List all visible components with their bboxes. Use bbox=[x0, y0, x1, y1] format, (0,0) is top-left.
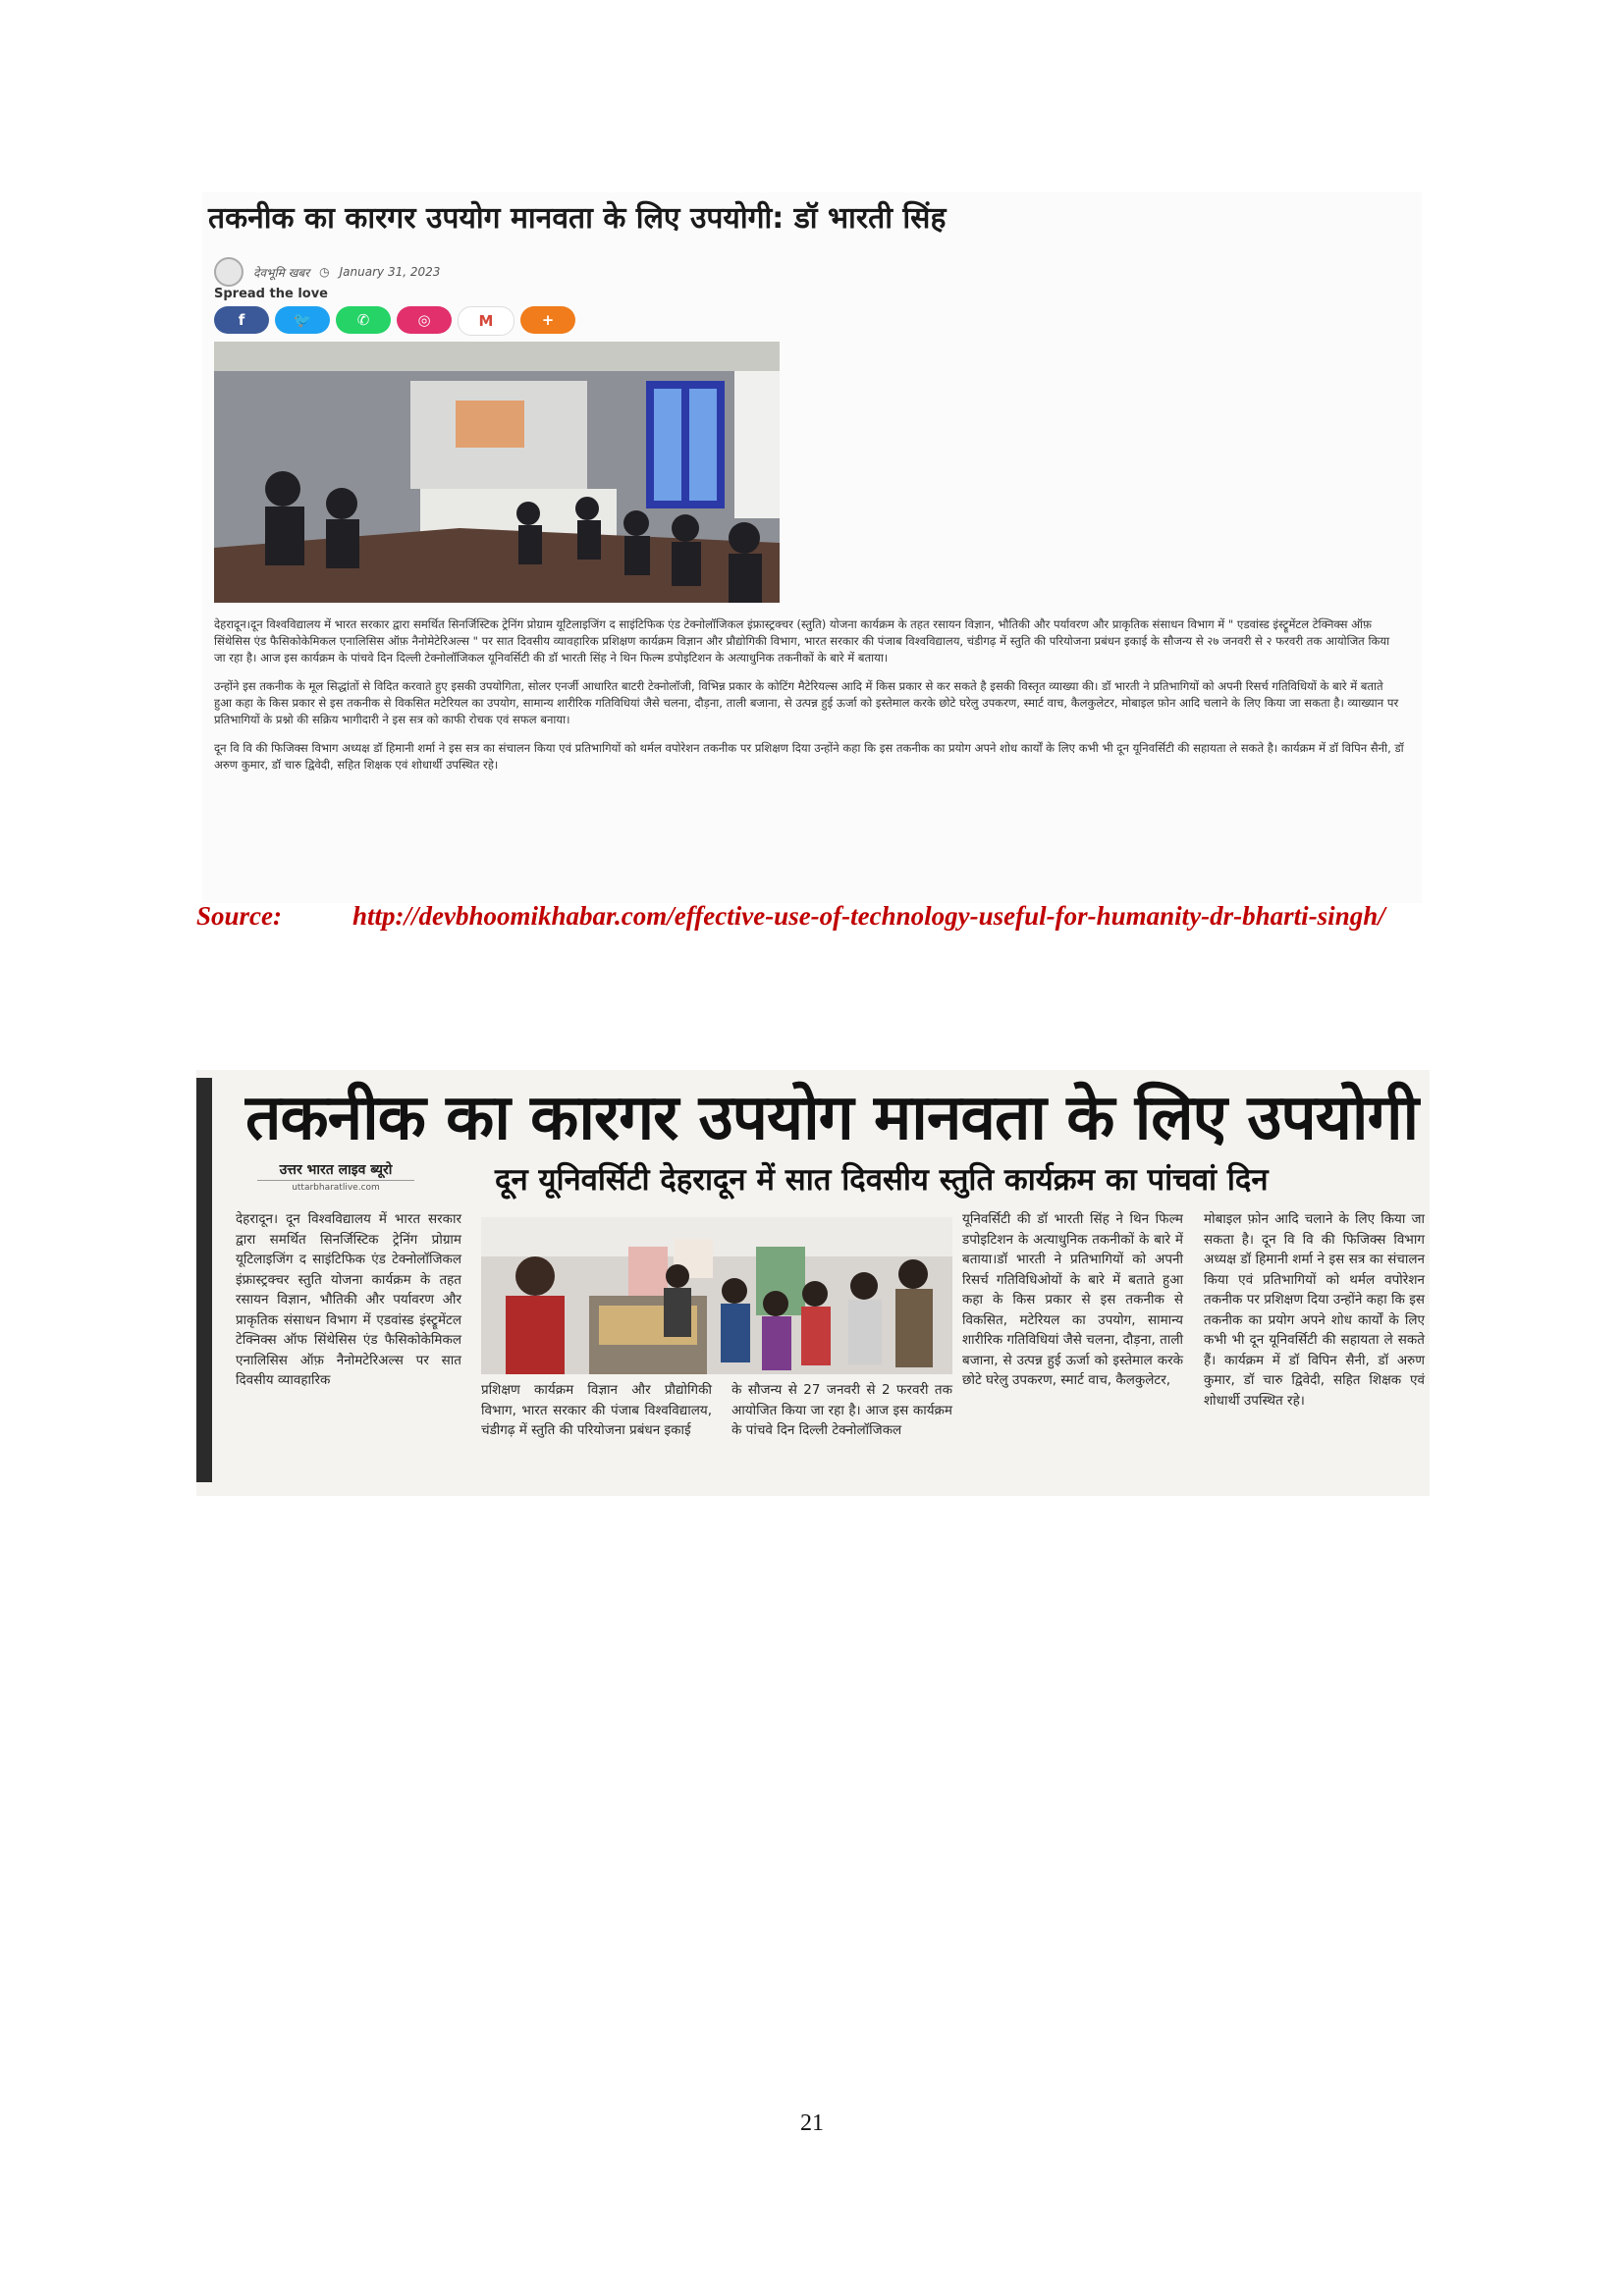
more-icon[interactable]: + bbox=[520, 306, 575, 334]
article-body bbox=[214, 616, 1404, 785]
twitter-icon[interactable]: 🐦 bbox=[275, 306, 330, 334]
news-column: मोबाइल फ़ोन आदि चलाने के लिए किया जा सकता है। दून वि वि की फिजिक्स विभाग अध्यक्ष डॉ हिमानी शर्मा ने इस सत्र का संचालन किया एवं प्रतिभागियों को थर्मल वपोरेशन तकनीक पर प्रशिक्षण दिया उन्होंने कहा कि इस तकनीक का प्रयोग अपने शोध कार्यों के लिए कभी भी दून यूनिवर्सिटी की सहायता ले सकते हैं। कार्यक्रम में डॉ विपिन सैनी, डॉ अरुण कुमार, डॉ चारु द्विवेदी, सहित शिक्षक एवं शोधार्थी उपस्थित रहे। bbox=[1204, 1211, 1425, 1409]
facebook-icon[interactable]: f bbox=[214, 306, 269, 334]
clock-icon: ◷ bbox=[319, 265, 330, 279]
source-label: Source: bbox=[196, 901, 282, 931]
author-avatar-icon bbox=[214, 257, 244, 287]
article-meta bbox=[214, 257, 440, 287]
newspaper-headline: तकनीक का कारगर उपयोग मानवता के लिए उपयोगी bbox=[245, 1082, 1419, 1154]
lab-photo bbox=[481, 1217, 952, 1374]
share-buttons bbox=[214, 306, 575, 336]
news-column: के सौजन्य से 27 जनवरी से 2 फरवरी तक आयोजित किया जा रहा है। आज इस कार्यक्रम के पांचवे दिन दिल्ली टेक्नोलॉजिकल bbox=[731, 1382, 952, 1438]
source-line bbox=[196, 897, 1434, 934]
whatsapp-icon[interactable]: ✆ bbox=[336, 306, 391, 334]
article-paragraph: दून वि वि की फिजिक्स विभाग अध्यक्ष डॉ हिमानी शर्मा ने इस सत्र का संचालन किया एवं प्रतिभागियों को थर्मल वपोरेशन तकनीक पर प्रशिक्षण दिया उन्होंने कहा कि इस तकनीक का प्रयोग अपने शोध कार्यों के लिए कभी भी दून यूनिवर्सिटी की सहायता ले सकते है। कार्यक्रम में डॉ विपिन सैनी, डॉ अरुण कुमार, डॉ चारु द्विवेदी, सहित शिक्षक एवं शोधार्थी उपस्थित रहे। bbox=[214, 741, 1404, 772]
news-column: यूनिवर्सिटी की डॉ भारती सिंह ने थिन फिल्म डपोइटिशन के अत्याधुनिक तकनीकों के बारे में बताया।डॉ भारती ने प्रतिभागियों को अपनी रिसर्च गतिविधिओयों के बारे में बताते हुआ कहा के किस प्रकार से इस तकनीक से विकसित, मटेरियल का उपयोग, सामान्य शारीरिक गतिविधियां जैसे चलना, दौड़ना, ताली बजाना, से उत्पन्न हुई ऊर्जा को इस्तेमाल करके छोटे घरेलु उपकरण, स्मार्ट वाच, कैलकुलेटर, bbox=[962, 1211, 1183, 1388]
newspaper-clipping bbox=[196, 1070, 1430, 1496]
news-column: देहरादून। दून विश्वविद्यालय में भारत सरकार द्वारा समर्थित सिनर्जिस्टिक ट्रेनिंग प्रोग्राम यूटिलाइजिंग द साइंटिफिक एंड टेक्नोलॉजिकल इंफ्रास्ट्रक्चर स्तुति योजना कार्यक्रम के तहत रसायन विज्ञान, भौतिकी और पर्यावरण और प्राकृतिक संसाधन विभाग में एडवांस्ड इंस्ट्रूमेंटल टेक्निक्स ऑफ सिंथेसिस एंड फैसिकोकेमिकल एनालिसिस ऑफ़ नैनोमटेरिअल्स पर सात दिवसीय व्यावहारिक bbox=[236, 1211, 461, 1388]
news-column: प्रशिक्षण कार्यक्रम विज्ञान और प्रौद्योगिकी विभाग, भारत सरकार की पंजाब विश्वविद्यालय, चंडीगढ़ में स्तुति की परियोजना प्रबंधन इकाई bbox=[481, 1382, 712, 1438]
source-url-link[interactable]: http://devbhoomikhabar.com/effective-use-of-technology-useful-for-humanity-dr-bharti-singh/ bbox=[352, 901, 1385, 931]
article-title: तकनीक का कारगर उपयोग मानवता के लिए उपयोगी: डॉ भारती सिंह bbox=[208, 201, 947, 236]
newspaper-site: uttarbharatlive.com bbox=[257, 1180, 414, 1193]
newspaper-brand: उत्तर भारत लाइव ब्यूरो bbox=[279, 1162, 393, 1178]
newspaper-subheadline: दून यूनिवर्सिटी देहरादून में सात दिवसीय स्तुति कार्यक्रम का पांचवां दिन bbox=[495, 1162, 1269, 1198]
article-paragraph: देहरादून।दून विश्वविद्यालय में भारत सरकार द्वारा समर्थित सिनर्जिस्टिक ट्रेनिंग प्रोग्राम यूटिलाइजिंग द साइंटिफिक एंड टेक्नोलॉजिकल इंफ्रास्ट्रक्चर (स्तुति) योजना कार्यक्रम के तहत रसायन विज्ञान, भौतिकी और पर्यावरण और प्राकृतिक संसाधन विभाग में " एडवांस्ड इंस्ट्रूमेंटल टेक्निक्स ऑफ़ सिंथेसिस एंड फैसिकोकेमिकल एनालिसिस ऑफ़ नैनोमेटेरिअल्स " पर सात दिवसीय व्यावहारिक प्रशिक्षण कार्यक्रम विज्ञान और प्रौद्योगिकी विभाग, भारत सरकार की पंजाब विश्वविद्यालय, चंडीगढ़ में स्तुति की परियोजना प्रबंधन इकाई के सौजन्य से २७ जनवरी से २ फरवरी तक आयोजित किया जा रहा है। आज इस कार्यक्रम के पांचवे दिन दिल्ली टेक्नोलॉजिकल यूनिवर्सिटी की डॉ भारती सिंह ने थिन फिल्म डपोइटिशन के अत्याधुनिक तकनीकों के बारे में बताया। bbox=[214, 617, 1390, 665]
author-name: देवभूमि खबर bbox=[253, 265, 310, 280]
gmail-icon[interactable]: M bbox=[458, 306, 514, 336]
instagram-icon[interactable]: ◎ bbox=[397, 306, 452, 334]
spread-label: Spread the love bbox=[214, 287, 328, 301]
article-paragraph: उन्होंने इस तकनीक के मूल सिद्धांतों से विदित करवाते हुए इसकी उपयोगिता, सोलर एनर्जी आधारित बाटरी टेक्नोलॉजी, विभिन्न प्रकार के कोटिंग मैटेरियल्स आदि में किस प्रकार से कर सकते है इसकी विस्तृत व्याख्या की। डॉ भारती ने प्रतिभागियों को अपनी रिसर्च गतिविधियों के बारे में बताते हुआ कहा के किस प्रकार से इस तकनीक से विकसित मटेरियल का उपयोग, सामान्य शारीरिक गतिविधियां जैसे चलना, दौड़ना, ताली बजाना, से उत्पन्न हुई ऊर्जा को इस्तेमाल करके छोटे घरेलु उपकरण, स्मार्ट वाच, कैलकुलेटर, मोबाइल फ़ोन आदि चलाने के लिए किया जा सकता है। व्याख्यान पर प्रतिभागियों के प्रश्नो की सक्रिय भागीदारी ने इस सत्र को काफी रोचक एवं सफल बनाया। bbox=[214, 679, 1399, 726]
clipping-edge-bar bbox=[196, 1078, 212, 1482]
web-article-clipping bbox=[202, 192, 1422, 903]
post-date: January 31, 2023 bbox=[339, 265, 441, 279]
page-number: 21 bbox=[800, 2110, 824, 2136]
classroom-photo bbox=[214, 342, 780, 603]
